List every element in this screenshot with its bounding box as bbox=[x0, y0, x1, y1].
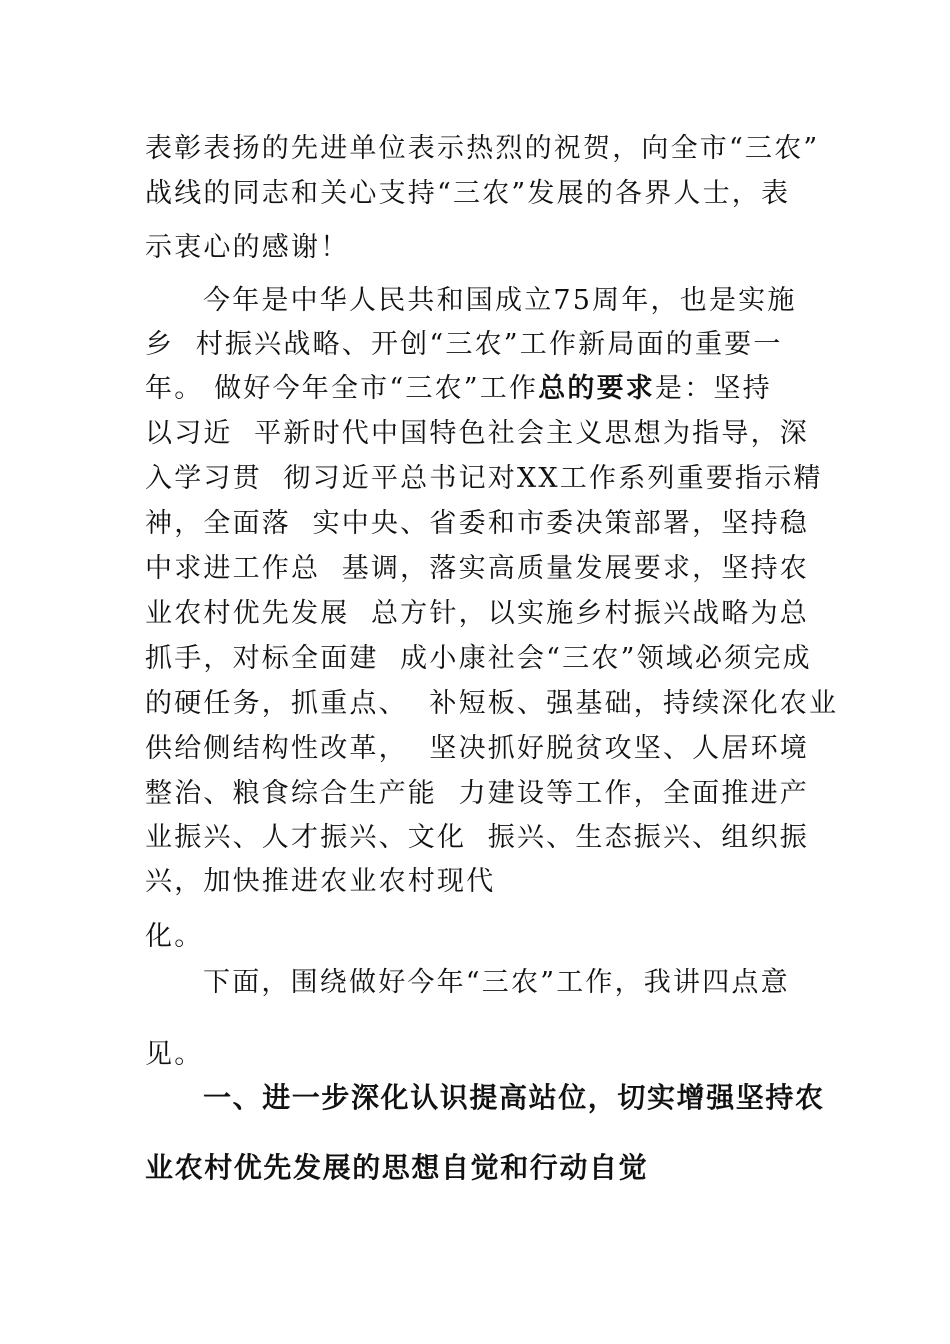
paragraph-line: 业农村优先发展 总方针，以实施乡村振兴战略为总 bbox=[145, 598, 809, 629]
paragraph-line: 整治、粮食综合生产能 力建设等工作，全面推进产 bbox=[145, 778, 809, 809]
paragraph-line: 乡 村振兴战略、开创“三农”工作新局面的重要一 bbox=[145, 329, 783, 360]
paragraph-line bbox=[145, 372, 772, 406]
paragraph-line: 的硬任务，抓重点、 补短板、强基础，持续深化农业 bbox=[145, 688, 839, 719]
section-heading: 一、进一步深化认识提高站位，切实增强坚持农 bbox=[203, 1081, 825, 1114]
paragraph-line: 抓手，对标全面建 成小康社会“三农”领域必须完成 bbox=[145, 643, 812, 674]
text-segment: 年。 做好今年全市“三农”工作 bbox=[145, 373, 539, 404]
emphasis-text: 总的要求 bbox=[538, 373, 656, 404]
paragraph-line: 神，全面落 实中央、省委和市委决策部署，坚持稳 bbox=[145, 508, 809, 539]
section-heading: 业农村优先发展的思想自觉和行动自觉 bbox=[145, 1151, 649, 1184]
paragraph-line: 见。 bbox=[145, 1039, 204, 1070]
paragraph-line: 入学习贯 彻习近平总书记对XX工作系列重要指示精 bbox=[145, 463, 823, 494]
paragraph-line: 化。 bbox=[145, 921, 204, 952]
paragraph-line: 中求进工作总 基调，落实高质量发展要求，坚持农 bbox=[145, 553, 809, 584]
paragraph-line: 战线的同志和关心支持“三农”发展的各界人士，表 bbox=[145, 178, 791, 209]
paragraph-line: 以习近 平新时代中国特色社会主义思想为指导，深 bbox=[145, 418, 809, 449]
paragraph-line: 表彰表扬的先进单位表示热烈的祝贺，向全市“三农” bbox=[145, 133, 820, 164]
paragraph-line: 今年是中华人民共和国成立75周年，也是实施 bbox=[203, 285, 797, 316]
paragraph-line: 业振兴、人才振兴、文化 振兴、生态振兴、组织振 bbox=[145, 822, 809, 853]
paragraph-line: 供给侧结构性改革， 坚决抓好脱贫攻坚、人居环境 bbox=[145, 733, 809, 764]
text-segment: 是：坚持 bbox=[655, 373, 772, 404]
paragraph-line: 兴，加快推进农业农村现代 bbox=[145, 866, 496, 897]
paragraph-line: 下面，围绕做好今年“三农”工作，我讲四点意 bbox=[203, 967, 790, 998]
paragraph-line: 示衷心的感谢！ bbox=[145, 232, 350, 263]
